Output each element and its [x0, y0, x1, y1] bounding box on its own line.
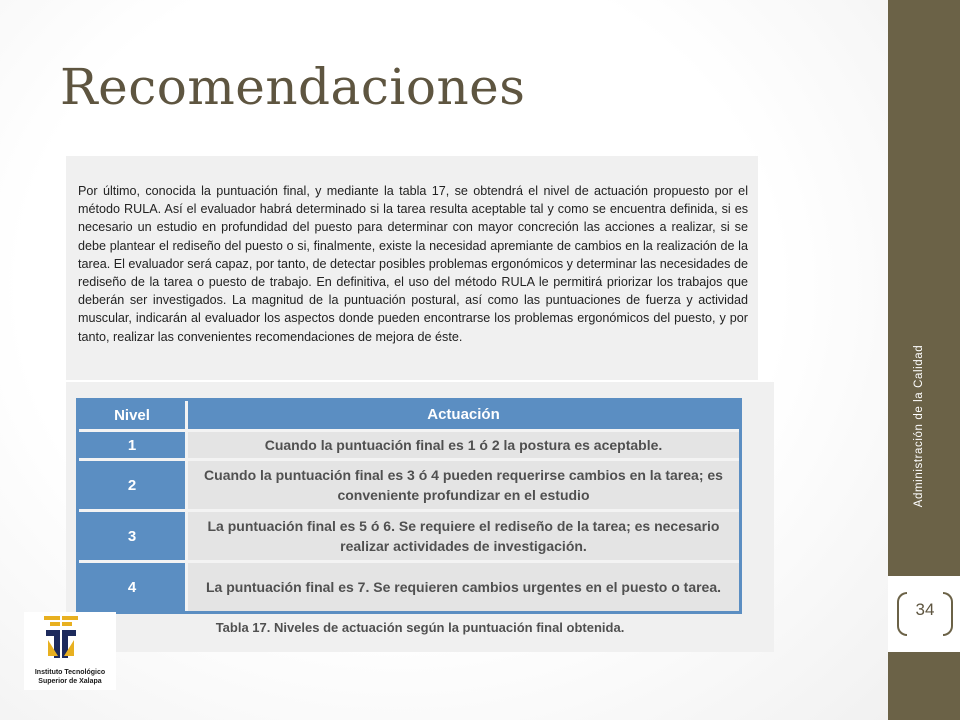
text-panel [66, 156, 758, 380]
table-panel [66, 382, 774, 652]
row-actuacion: La puntuación final es 7. Se requieren cambios urgentes en el puesto o tarea. [188, 563, 739, 611]
bracket-left [897, 592, 907, 636]
row-actuacion: Cuando la puntuación final es 3 ó 4 pueden requerirse cambios en la tarea; es conveniente profundizar en el estudio [188, 461, 739, 509]
institute-logo-text [24, 668, 116, 686]
row-actuacion: Cuando la puntuación final es 1 ó 2 la postura es aceptable. [188, 432, 739, 458]
row-actuacion: La puntuación final es 5 ó 6. Se requiere el rediseño de la tarea; es necesario realizar actividades de investigación. [188, 512, 739, 560]
page-number: 34 [915, 600, 935, 619]
bracket-right [943, 592, 953, 636]
header-actuacion: Actuación [188, 401, 739, 429]
table-row [79, 512, 739, 560]
row-nivel: 1 [79, 432, 185, 458]
body-paragraph: Por último, conocida la puntuación final, y mediante la tabla 17, se obtendrá el nivel de actuación propuesto por el método RULA. Así el evaluador habrá determinado si la tarea resulta aceptable tal y como se encuentra definida, si es necesario un estudio en profundidad del puesto para determinar con mayor concreción las acciones a realizar, si se debe plantear el rediseño del puesto o si, finalmente, existe la necesidad apremiante de cambios en la realización de la tarea. El evaluador será capaz, por tanto, de detectar posibles problemas ergonómicos y determinar las necesidades de rediseño de la tarea o puesto de trabajo. En definitiva, el uso del método RULA le permitirá priorizar los trabajos que deberán ser investigados. La magnitud de la puntuación postural, así como las puntuaciones de fuerza y actividad muscular, indicarán al evaluador los aspectos donde pueden encontrarse los problemas ergonómicos del puesto, y por tanto, realizar las convenientes recomendaciones de mejora de éste. [78, 184, 748, 344]
logo-text-line1: Instituto Tecnológico [34, 669, 106, 676]
side-label: Administración de la Calidad [913, 344, 925, 508]
row-nivel: 2 [79, 461, 185, 509]
header-nivel: Nivel [79, 401, 185, 429]
table-header-row [79, 401, 739, 429]
row-nivel: 4 [79, 563, 185, 611]
table-row [79, 563, 739, 611]
table-row [79, 461, 739, 509]
action-levels-table [76, 398, 742, 614]
logo-text-line2: Superior de Xalapa [38, 678, 102, 685]
table-caption: Tabla 17. Niveles de actuación según la puntuación final obtenida. [215, 620, 625, 635]
table-row [79, 432, 739, 458]
row-nivel: 3 [79, 512, 185, 560]
slide-title: Recomendaciones [60, 58, 526, 116]
